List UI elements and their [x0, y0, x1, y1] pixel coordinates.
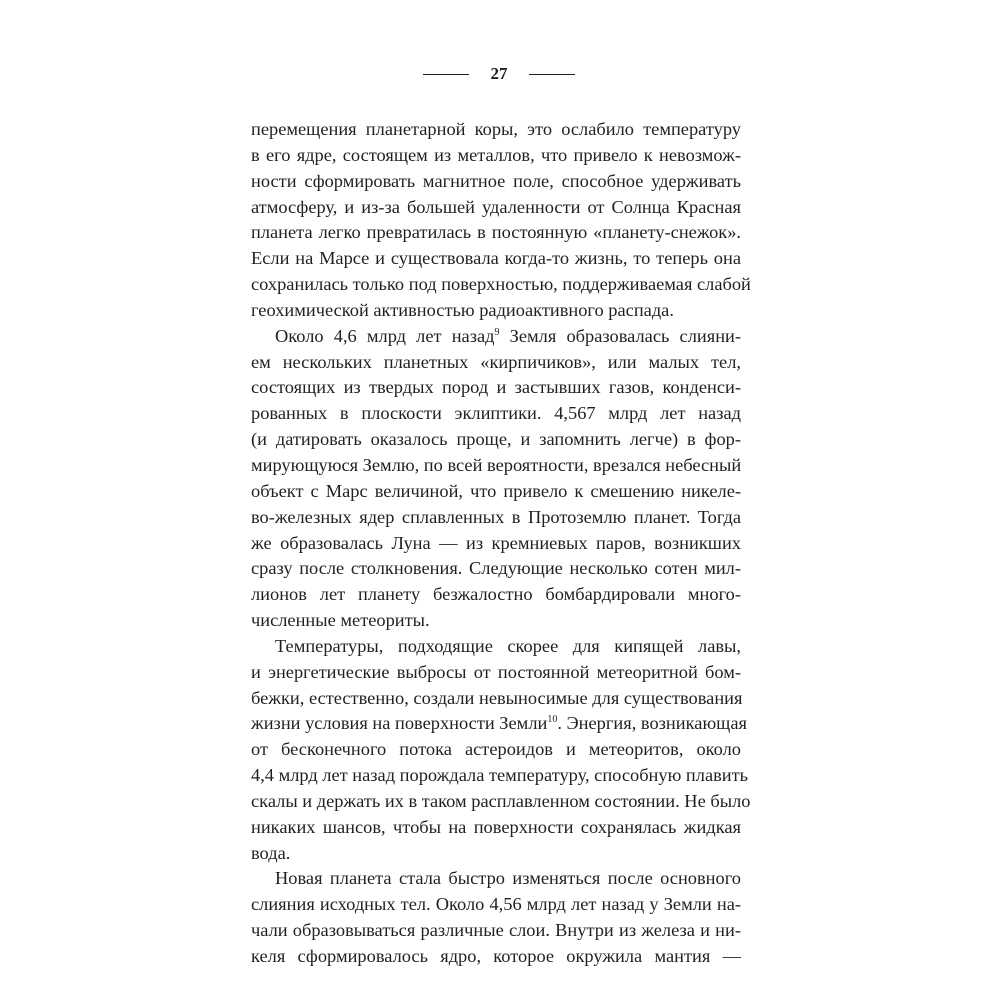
text-line: объект с Марс величиной, что привело к смешению никеле- [251, 480, 741, 501]
text-line: численные метеориты. [251, 610, 430, 631]
text-line: и энергетические выбросы от постоянной метеоритной бом- [251, 661, 741, 682]
page-header [0, 62, 1000, 86]
text-line [251, 324, 741, 350]
text-line: лионов лет планету безжалостно бомбардировали много- [251, 584, 741, 605]
footnote-ref: 9 [494, 326, 500, 338]
text-line: 4,4 млрд лет назад порождала температуру, способную плавить [251, 765, 749, 786]
text-line [251, 711, 747, 737]
text-line: чали образовываться различные слои. Внутри из железа и ни- [251, 920, 741, 941]
text-line: перемещения планетарной коры, это ослабило температуру [251, 119, 741, 139]
text-line: во-железных ядер сплавленных в Протоземлю планет. Тогда [251, 506, 741, 527]
text-line: слияния исходных тел. Около 4,56 млрд лет назад у Земли на- [251, 894, 741, 915]
text-line: (и датировать оказалось проще, и запомнить легче) в фор- [251, 429, 741, 450]
text-line: состоящих из твердых пород и застывших газов, конденси- [251, 377, 741, 398]
text-line: бежки, естественно, создали невыносимые для существования [251, 687, 743, 708]
text-line: ности сформировать магнитное поле, способное удерживать [251, 170, 741, 191]
text-line: скалы и держать их в таком расплавленном состоянии. Не было [251, 790, 751, 811]
body-text [251, 117, 751, 970]
text-line: келя сформировалось ядро, которое окружила мантия — [251, 946, 741, 966]
text-line: сразу после столкновения. Следующие несколько сотен мил- [251, 558, 741, 579]
text-line: рованных в плоскости эклиптики. 4,567 млрд лет назад [251, 403, 741, 424]
page-number: 27 [490, 64, 508, 83]
text-line: от бесконечного потока астероидов и метеоритов, около [251, 739, 741, 760]
text-line: геохимической активностью радиоактивного распада. [251, 299, 674, 320]
line-text: жизни условия на поверхности Земли [251, 713, 548, 734]
line-text: Около 4,6 млрд лет назад [275, 325, 495, 346]
text-line: Температуры, подходящие скорее для кипящей лавы, [275, 635, 741, 656]
text-line: никаких шансов, чтобы на поверхности сохранялась жидкая [251, 816, 741, 837]
header-rule-right [529, 74, 575, 75]
text-line: вода. [251, 842, 291, 863]
line-text: . Энергия, возникающая [557, 713, 747, 734]
text-line: мирующуюся Землю, по всей вероятности, врезался небесный [251, 454, 742, 475]
text-line: планета легко превратилась в постоянную «планету-снежок». [251, 222, 741, 243]
text-line: Если на Марсе и существовала когда-то жизнь, то теперь она [251, 248, 741, 269]
line-text: Земля образовалась слияни- [499, 325, 741, 346]
footnote-ref: 10 [547, 714, 558, 726]
text-line: ем нескольких планетных «кирпичиков», или малых тел, [251, 351, 741, 372]
text-line: сохранилась только под поверхностью, поддерживаемая слабой [251, 274, 751, 295]
text-line: в его ядре, состоящем из металлов, что привело к невозмож- [251, 144, 741, 165]
text-line: же образовалась Луна — из кремниевых паров, возникших [251, 532, 741, 553]
header-rule-left [423, 74, 469, 75]
text-line: атмосферу, и из-за большей удаленности от Солнца Красная [251, 196, 741, 217]
text-line: Новая планета стала быстро изменяться после основного [275, 868, 741, 889]
